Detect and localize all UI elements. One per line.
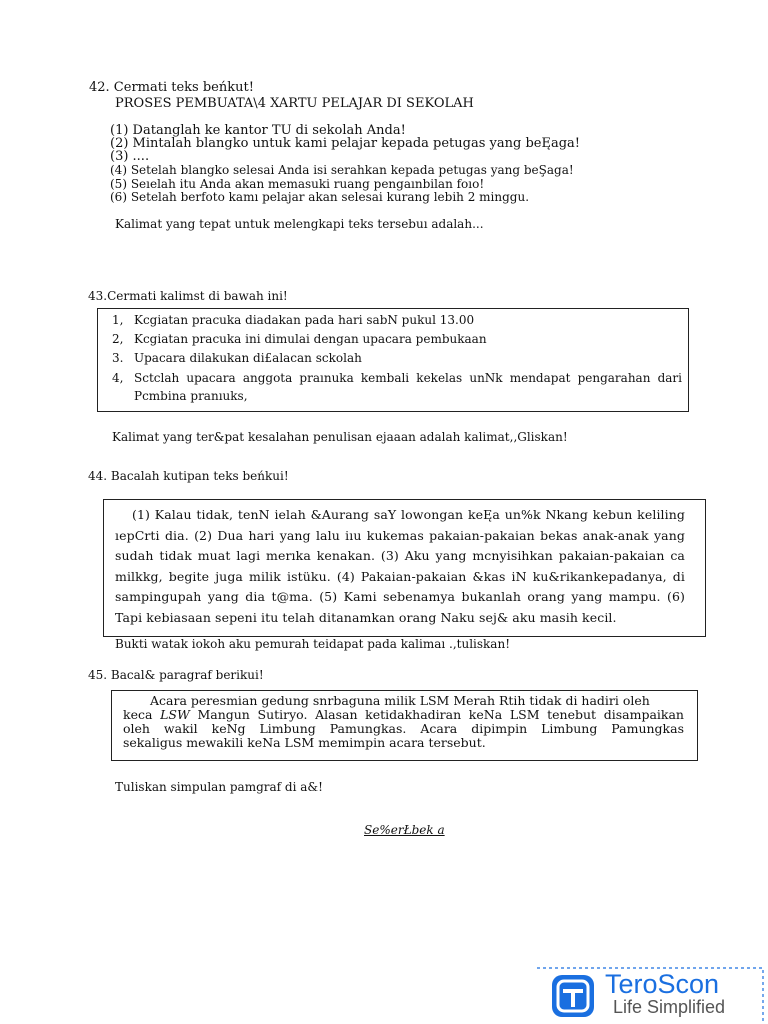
q43-item-4: Sctclah upacara anggota praınuka kembali kekelas unNk mendapat pengarahan dari: [134, 371, 682, 385]
q42-step-6: (6) Setelah berfoto kamı pelajar akan selesai kurang lebih 2 minggu.: [110, 190, 530, 204]
q44-passage: (1) Kalau tidak, tenN ielah &Aurang saY lowongan keĘa un%k Nkang kebun keliling ıepCrti dia. (2) Dua hari yang lalu iıu kukemas pakaian-pakaian bekas anak-anak yang sudah tidak muat lagi merıka kenakan. (3) Aku yang mcnyisihkan pakaian-pakaian ca milkkg, begite juga milik istüku. (4) Pakaian-pakaian &kas iN ku&rikankepadanya, di sampingupah yang dia t@ma. (5) Kami sebenamya bukanlah orang yang mampu. (6) Tapi kebiasaan sepeni itu telah ditanamkan orang Naku sej& aku masih kecil.: [115, 507, 685, 625]
q45-line-2: keca LSW Mangun Sutiryo. Alasan ketidakhadiran keNa LSM tenebut disampaikan: [123, 707, 684, 722]
q45-line-4: sekaligus mewakili keNa LSM memimpin acara tersebut.: [123, 735, 486, 750]
teroscon-watermark: [533, 965, 768, 1024]
q42-title: 42. Cermati teks beńkut!: [89, 80, 254, 95]
q43-item-4-num: 4,: [112, 371, 124, 385]
q42-step-1: (1) Datanglah ke kantor TU di sekolah Anda!: [110, 123, 406, 138]
q44-title: 44. Bacalah kutipan teks beńkui!: [88, 469, 289, 483]
scan-logo-icon: [551, 974, 595, 1018]
q43-item-1-num: 1,: [112, 313, 124, 327]
q43-item-4-cont: Pcmbina pranıuks,: [134, 389, 248, 403]
q45-title: 45. Bacal& paragraf berikui!: [88, 668, 264, 682]
q43-question: Kalimat yang ter&pat kesalahan penulisan ejaaan adalah kalimat,,Gliskan!: [112, 430, 568, 444]
q45-line-3: oleh wakil keNg Limbung Pamungkas. Acara dipimpin Limbung Pamungkas: [123, 721, 684, 736]
q42-heading: PROSES PEMBUATA\4 XARTU PELAJAR DI SEKOLAH: [115, 96, 474, 111]
q43-item-2: Kcgiatan pracuka ini dimulai dengan upacara pembukaan: [134, 332, 487, 346]
q42-step-2: (2) Mintalah blangko untuk kami pelajar kepada petugas yang beĘaga!: [110, 136, 580, 151]
q42-question: Kalimat yang tepat untuk melengkapi teks tersebuı adalah...: [115, 217, 484, 231]
brand-tagline: Life Simplified: [613, 997, 726, 1017]
q44-question: Bukti watak iokoh aku pemurah teidapat pada kalimaı .,tuliskan!: [115, 637, 511, 651]
closing-text: Se%erŁbek a: [364, 823, 445, 837]
q43-item-2-num: 2,: [112, 332, 124, 346]
q43-item-3-num: 3.: [112, 351, 124, 365]
q43-title: 43.Cermati kalimst di bawah ini!: [88, 289, 288, 303]
q45-question: Tuliskan simpulan pamgraf di a&!: [115, 780, 323, 794]
q43-item-3: Upacara dilakukan di£alacan sckolah: [134, 351, 362, 365]
q43-item-1: Kcgiatan pracuka diadakan pada hari sabN pukul 13.00: [134, 313, 475, 327]
q42-step-3: (3) ....: [110, 149, 150, 164]
q42-step-5: (5) Seıelah itu Anda akan memasuki ruang pengaınbilan foıo!: [110, 177, 485, 191]
brand-name: TeroScon: [605, 969, 720, 999]
q42-step-4: (4) Setelah blangko selesai Anda isi serahkan kepada petugas yang beŞaga!: [110, 163, 574, 177]
q45-line-1: Acara peresmian gedung snrbaguna milik LSM Merah Rtih tidak di hadiri oleh: [150, 693, 650, 708]
